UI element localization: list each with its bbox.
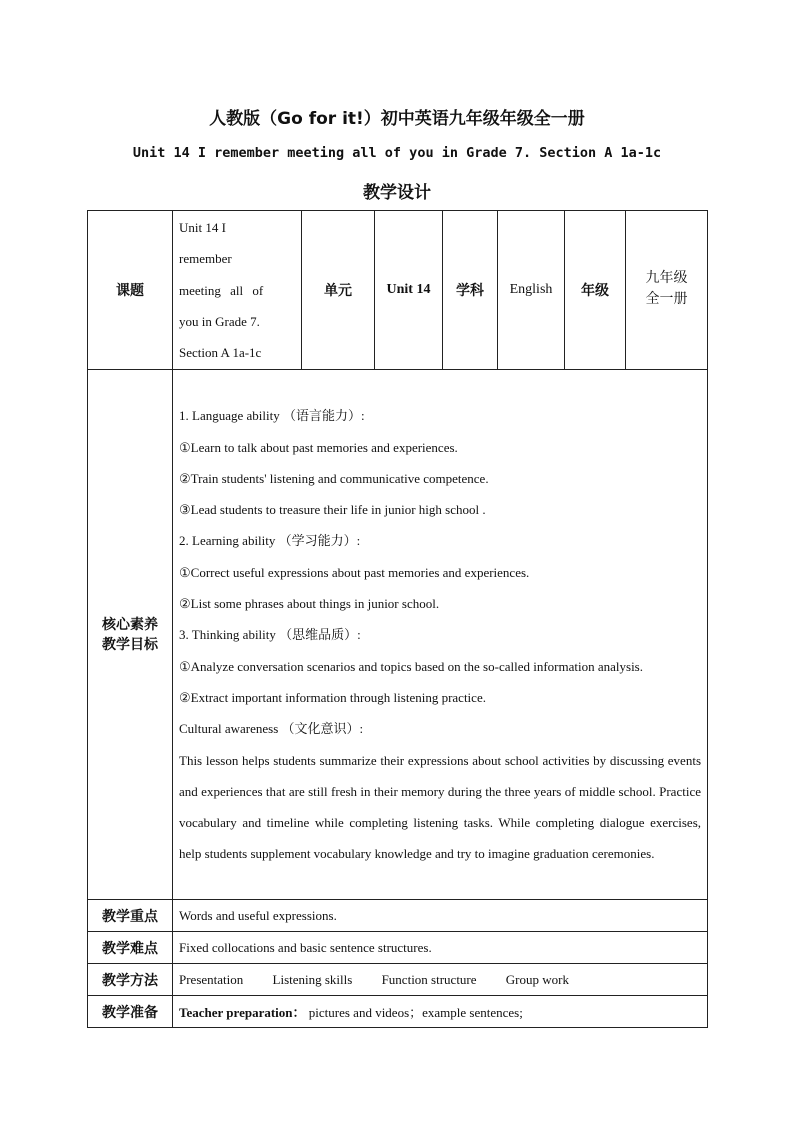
goals-label-line2: 教学目标 [102, 636, 158, 653]
document-title: 人教版（Go for it!）初中英语九年级年级全一册 [209, 109, 585, 129]
table-row-goals [88, 370, 708, 900]
topic-line: meeting all of [179, 282, 264, 298]
key-points-value: Words and useful expressions. [173, 900, 708, 932]
goal-paragraph: This lesson helps students summarize their expressions about school activities by discussing events and experiences that are still fresh in their memory during the three years of middle school. Practice vocabulary and timeline while completing listening tasks. While completing dialogue exercises, help students supplement vocabulary knowledge and try to imagine graduation ceremonies. [179, 752, 701, 862]
method-item: Function structure [381, 971, 477, 987]
table-row-methods [88, 964, 708, 996]
table-row-topic [88, 211, 708, 370]
table-row-preparation [88, 996, 708, 1028]
grade-value-line2: 全一册 [645, 291, 688, 307]
goal-heading: 3. Thinking ability （思维品质）: [179, 627, 361, 643]
preparation-value [173, 996, 708, 1028]
grade-value [626, 211, 708, 370]
table-row-key-points [88, 900, 708, 932]
unit-value: Unit 14 [375, 211, 443, 370]
goal-item: ③Lead students to treasure their life in junior high school . [179, 502, 486, 518]
topic-value [173, 211, 302, 370]
difficulties-label: 教学难点 [88, 932, 173, 964]
goals-content [173, 370, 708, 900]
method-item: Group work [505, 971, 569, 987]
grade-value-line1: 九年级 [645, 270, 688, 286]
topic-line: Unit 14 I [179, 220, 226, 235]
grade-label: 年级 [565, 211, 626, 370]
topic-label: 课题 [88, 211, 173, 370]
subject-value: English [498, 211, 565, 370]
method-item: Presentation [179, 971, 244, 987]
key-points-label: 教学重点 [88, 900, 173, 932]
topic-line: Section A 1a-1c [179, 345, 262, 361]
table-row-difficulties [88, 932, 708, 964]
lesson-plan-table [87, 210, 708, 1028]
document-heading: 教学设计 [363, 183, 431, 203]
goal-heading: 1. Language ability （语言能力）: [179, 408, 365, 424]
method-item: Listening skills [272, 971, 353, 987]
methods-value [173, 964, 708, 996]
goal-heading: Cultural awareness （文化意识）: [179, 721, 364, 737]
preparation-heading: Teacher preparation： [179, 1005, 306, 1021]
goal-heading: 2. Learning ability （学习能力）: [179, 533, 361, 549]
goal-item: ①Correct useful expressions about past memories and experiences. [179, 564, 530, 580]
goal-item: ②List some phrases about things in junior school. [179, 596, 440, 612]
topic-line: remember [179, 251, 232, 267]
difficulties-value: Fixed collocations and basic sentence structures. [173, 932, 708, 964]
topic-line: you in Grade 7. [179, 313, 260, 329]
document-subtitle: Unit 14 I remember meeting all of you in Grade 7. Section A 1a-1c [132, 145, 662, 161]
preparation-text: pictures and videos；example sentences; [305, 1005, 523, 1021]
goals-label [88, 370, 173, 900]
subject-label: 学科 [443, 211, 498, 370]
goal-item: ①Learn to talk about past memories and experiences. [179, 439, 458, 455]
goal-item: ②Extract important information through listening practice. [179, 689, 486, 705]
preparation-label: 教学准备 [88, 996, 173, 1028]
goal-item: ①Analyze conversation scenarios and topics based on the so-called information analysis. [179, 658, 643, 674]
methods-label: 教学方法 [88, 964, 173, 996]
unit-label: 单元 [302, 211, 375, 370]
goal-item: ②Train students' listening and communicative competence. [179, 470, 489, 486]
goals-label-line1: 核心素养 [102, 616, 158, 633]
